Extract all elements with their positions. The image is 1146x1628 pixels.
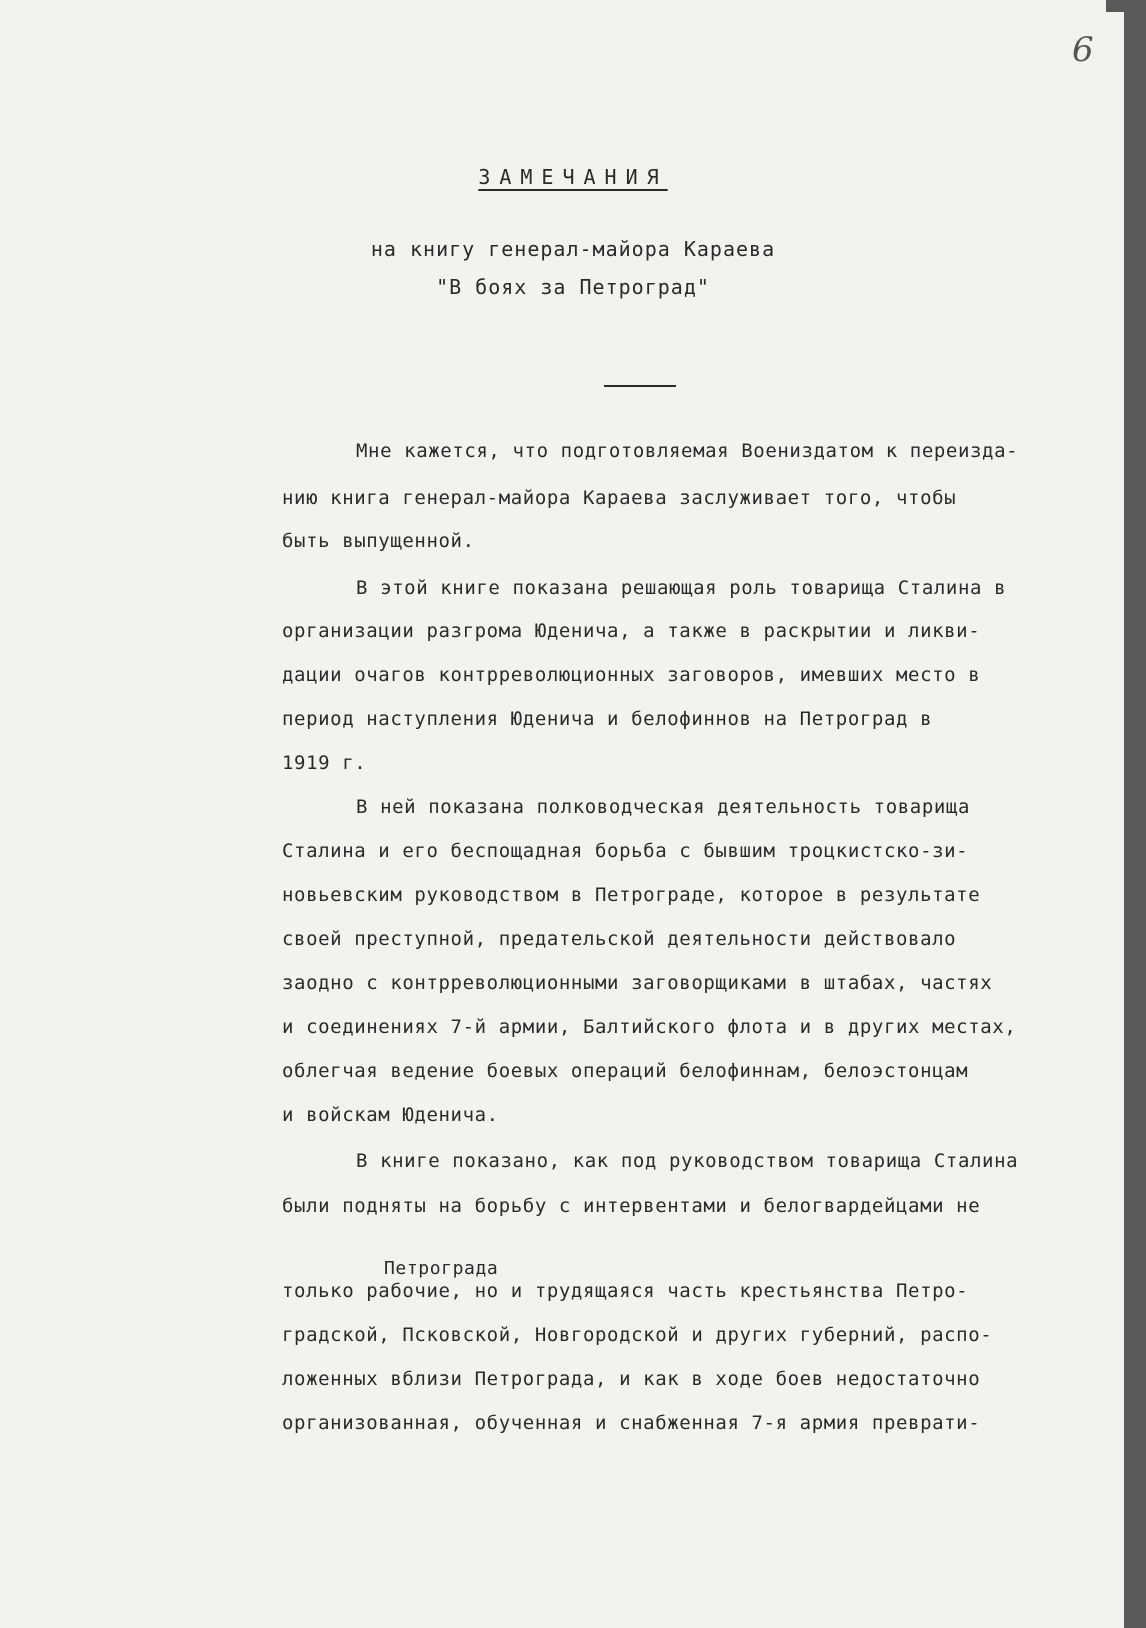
text-line: и войскам Юденича. [282,1104,499,1126]
text-line: организованная, обученная и снабженная 7-я армия преврати- [282,1412,981,1434]
text-line: организации разгрома Юденича, а также в раскрытии и ликви- [282,620,981,642]
text-line: быть выпущенной. [282,530,475,552]
document-title: ЗАМЕЧАНИЯ [478,165,668,189]
text-line: период наступления Юденича и белофиннов на Петроград в [282,708,933,730]
text-line: новьевским руководством в Петрограде, которое в результате [282,884,981,906]
text-line: Мне кажется, что подготовляемая Воениздатом к переизда- [356,440,1019,462]
text-line: 1919 г. [282,752,367,774]
text-line: Сталина и его беспощадная борьба с бывшим троцкистско-зи- [282,840,969,862]
separator-dash [604,385,676,387]
text-line: градской, Псковской, Новгородской и других губерний, распо- [282,1324,993,1346]
text-line: были подняты на борьбу с интервентами и белогвардейцами не [282,1195,981,1217]
text-line: и соединениях 7-й армии, Балтийского флота и в других местах, [282,1016,1017,1038]
page-number: 6 [1072,30,1094,70]
scan-edge-top [1106,0,1146,12]
text-line: В ней показана полководческая деятельность товарища [356,796,970,818]
text-line: своей преступной, предательской деятельности действовало [282,928,957,950]
text-line: В книге показано, как под руководством товарища Сталина [356,1150,1019,1172]
text-line: В этой книге показана решающая роль товарища Сталина в [356,577,1007,599]
text-line: только рабочие, но и трудящаяся часть крестьянства Петро- [282,1280,969,1302]
text-line: заодно с контрреволюционными заговорщиками в штабах, частях [282,972,993,994]
subtitle-line-1: на книгу генерал-майора Караева [370,237,776,261]
text-line: облегчая ведение боевых операций белофиннам, белоэстонцам [282,1060,969,1082]
text-line: ложенных вблизи Петрограда, и как в ходе боев недостаточно [282,1368,981,1390]
text-line: дации очагов контрреволюционных заговоров, имевших место в [282,664,981,686]
text-line: нию книга генерал-майора Караева заслуживает того, чтобы [282,487,957,509]
subtitle-line-2: "В боях за Петроград" [436,275,710,299]
typed-insertion: Петрограда [384,1258,499,1279]
